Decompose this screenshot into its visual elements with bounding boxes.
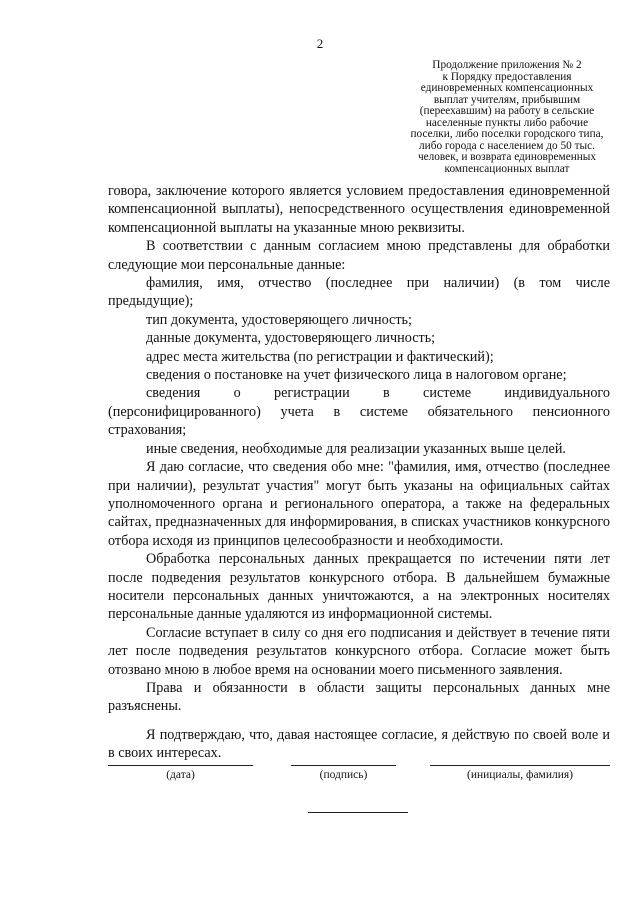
date-label: (дата)	[166, 769, 195, 781]
paragraph-continuation: говора, заключение которого является условием предоставления единовременной компенсационной выплаты), непосредственного осуществления единовременной компенсационной выплаты на указанные мною реквизиты.	[108, 183, 610, 236]
appendix-line: населенные пункты либо рабочие	[425, 116, 589, 129]
appendix-line: компенсационных выплат	[444, 162, 570, 175]
appendix-line: к Порядку предоставления	[442, 70, 572, 83]
paragraph-consent-validity: Согласие вступает в силу со дня его подписания и действует в течение пяти лет после подведения результатов конкурсного отбора. Согласие может быть отозвано мною в любое время на основании моего письменного заявления.	[108, 624, 610, 678]
list-item: адрес места жительства (по регистрации и фактический);	[146, 348, 494, 365]
appendix-line: человек, и возврата единовременных	[417, 151, 597, 163]
appendix-line: единовременных компенсационных	[420, 82, 594, 94]
appendix-line: поселки, либо поселки городского типа,	[410, 128, 604, 140]
page-number: 2	[316, 36, 324, 51]
appendix-line: либо города с населением до 50 тыс.	[419, 139, 595, 152]
paragraph-data-list-intro: В соответствии с данным согласием мною представлены для обработки следующие мои персональные данные:	[108, 238, 610, 273]
list-item: сведения о постановке на учет физического лица в налоговом органе;	[146, 367, 567, 384]
list-item: фамилия, имя, отчество (последнее при наличии) (в том числе предыдущие);	[108, 275, 610, 310]
paragraph-rights-explained: Права и обязанности в области защиты персональных данных мне разъяснены.	[108, 679, 610, 715]
appendix-header	[382, 60, 632, 175]
name-label: (инициалы, фамилия)	[466, 769, 574, 781]
appendix-line: (переехавшим) на работу в сельские	[419, 105, 595, 117]
list-item: тип документа, удостоверяющего личность;	[146, 311, 412, 328]
list-item: сведения о регистрации в системе индивидуального (персонифицированного) учета в системе обязательного пенсионного страхования;	[108, 385, 610, 439]
end-divider	[308, 812, 408, 813]
signature-block	[0, 765, 640, 785]
appendix-line: выплат учителям, прибывшим	[433, 93, 581, 106]
signature-label: (подпись)	[319, 769, 368, 781]
paragraph-confirmation: Я подтверждаю, что, давая настоящее согласие, я действую по своей воле и в своих интересах.	[108, 726, 610, 762]
list-item: данные документа, удостоверяющего личность;	[146, 330, 436, 347]
paragraph-publication-consent: Я даю согласие, что сведения обо мне: "фамилия, имя, отчество (последнее при наличии), результат участия" могут быть указаны на официальных сайтах уполномоченного органа и регионального оператора, а также на федеральных сайтах, предназначенных для информирования, в списках участников конкурсного отбора исходя из принципов целесообразности и необходимости.	[108, 459, 610, 549]
paragraph-processing-termination: Обработка персональных данных прекращается по истечении пяти лет после подведения результатов конкурсного отбора. В дальнейшем бумажные носители персональных данных уничтожаются, а на электронных носителях персональные данные удаляются из информационной системы.	[108, 551, 610, 623]
signature-line	[291, 765, 396, 766]
name-line	[430, 765, 610, 766]
spacer	[108, 716, 610, 726]
list-item: иные сведения, необходимые для реализации указанных выше целей.	[146, 440, 566, 457]
date-line	[108, 765, 253, 766]
appendix-line: Продолжение приложения № 2	[432, 59, 582, 71]
document-body	[108, 182, 610, 763]
